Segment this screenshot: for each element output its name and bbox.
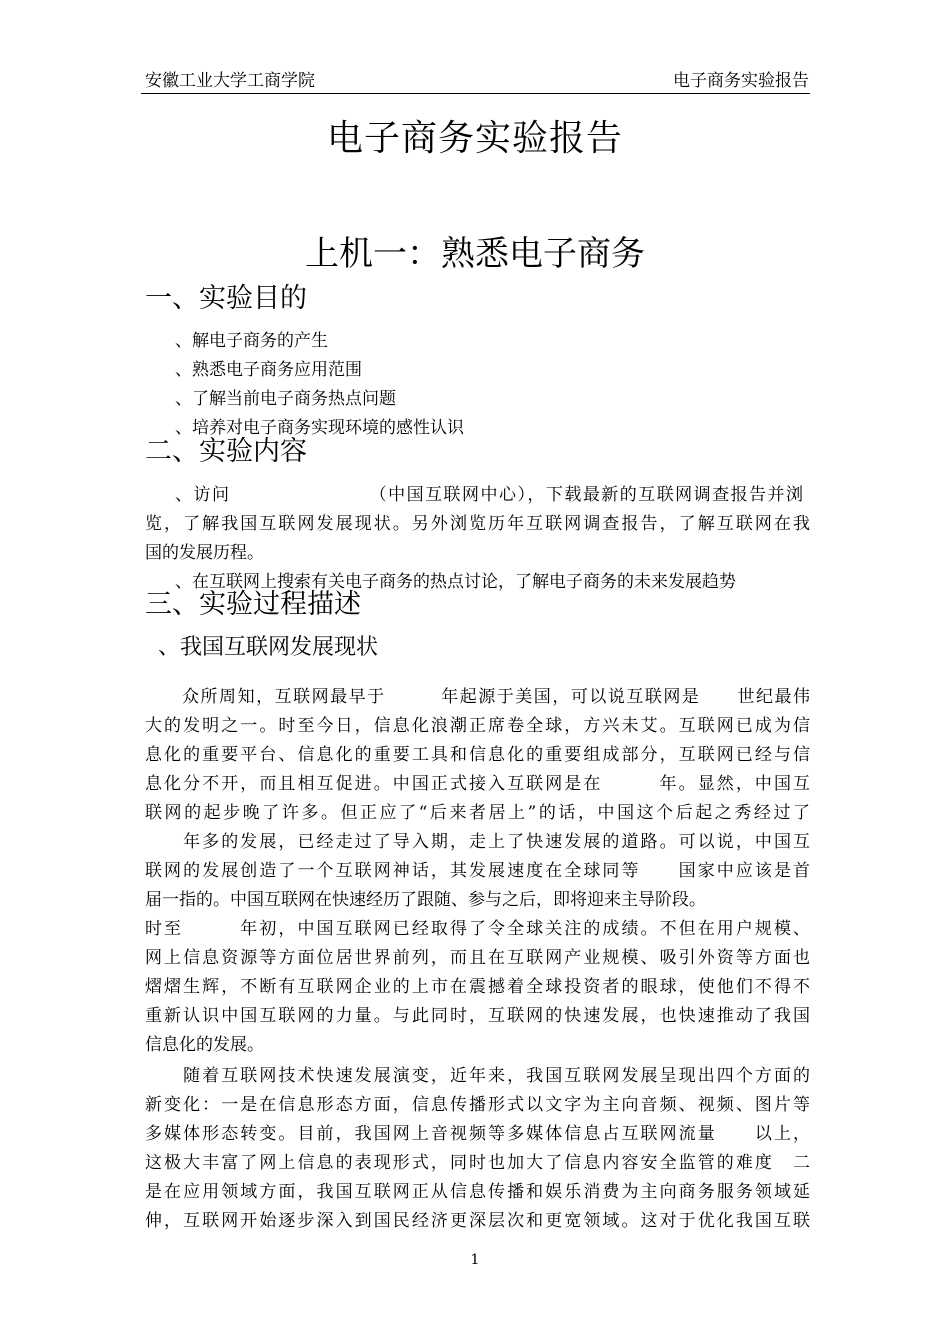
- paragraph-line: 联网的起步晚了许多。但正应了“后来者居上”的话，中国这个后起之秀经过了: [145, 803, 810, 823]
- paragraph-line: 息化的重要平台、信息化的重要工具和信息化的重要组成部分，互联网已经与信: [145, 745, 810, 765]
- paragraph-line: 届一指的。中国互联网在快速经历了跟随、参与之后，即将迎来主导阶段。: [145, 890, 706, 910]
- header-divider: [141, 93, 810, 94]
- section-heading-process: 三、实验过程描述: [145, 589, 361, 620]
- content-item-line: 国的发展历程。: [145, 543, 264, 563]
- paragraph-line: 息化分不开，而且相互促进。中国正式接入互联网是在 年。显然，中国互: [145, 774, 810, 794]
- document-subtitle: 上机一：熟悉电子商务: [305, 234, 645, 274]
- purpose-item: 、培养对电子商务实现环境的感性认识: [175, 418, 464, 438]
- paragraph-line: 这极大丰富了网上信息的表现形式，同时也加大了信息内容安全监管的难度 二: [145, 1153, 810, 1173]
- document-title: 电子商务实验报告: [326, 118, 623, 159]
- header-right: 电子商务实验报告: [673, 71, 809, 91]
- section-heading-purpose: 一、实验目的: [145, 283, 307, 314]
- paragraph-line: 是在应用领域方面，我国互联网正从信息传播和娱乐消费为主向商务服务领域延: [145, 1182, 810, 1202]
- paragraph-line: 随着互联网技术快速发展演变，近年来，我国互联网发展呈现出四个方面的: [145, 1066, 810, 1086]
- paragraph-line: 大的发明之一。时至今日，信息化浪潮正席卷全球，方兴未艾。互联网已成为信: [145, 716, 810, 736]
- section-heading-content: 二、实验内容: [145, 436, 307, 467]
- paragraph-line: 众所周知，互联网最早于 年起源于美国，可以说互联网是 世纪最伟: [145, 687, 810, 707]
- paragraph-line: 网上信息资源等方面位居世界前列，而且在互联网产业规模、吸引外资等方面也: [145, 948, 810, 968]
- paragraph-line: 多媒体形态转变。目前，我国网上音视频等多媒体信息占互联网流量 以上，: [145, 1124, 810, 1144]
- header-left: 安徽工业大学工商学院: [145, 71, 315, 91]
- subsection-heading: 、我国互联网发展现状: [158, 635, 379, 660]
- purpose-item: 、熟悉电子商务应用范围: [175, 360, 362, 380]
- paragraph-line: 联网的发展创造了一个互联网神话，其发展速度在全球同等 国家中应该是首: [145, 861, 810, 881]
- paragraph-line: 新变化：一是在信息形态方面，信息传播形式以文字为主向音频、视频、图片等: [145, 1095, 810, 1115]
- content-item: 、在互联网上搜索有关电子商务的热点讨论，了解电子商务的未来发展趋势: [175, 572, 736, 592]
- purpose-item: 、了解当前电子商务热点问题: [175, 389, 396, 409]
- content-item-line: 览，了解我国互联网发展现状。另外浏览历年互联网调查报告，了解互联网在我: [145, 514, 810, 534]
- paragraph-line: 重新认识中国互联网的力量。与此同时，互联网的快速发展，也快速推动了我国: [145, 1006, 810, 1026]
- paragraph-line: 时至 年初，中国互联网已经取得了令全球关注的成绩。不但在用户规模、: [145, 919, 810, 939]
- paragraph-line: 信息化的发展。: [145, 1035, 264, 1055]
- purpose-item: 、解电子商务的产生: [175, 331, 328, 351]
- page-number: 1: [470, 1252, 480, 1268]
- paragraph-line: 熠熠生辉，不断有互联网企业的上市在震撼着全球投资者的眼球，使他们不得不: [145, 977, 810, 997]
- paragraph-line: 年多的发展，已经走过了导入期，走上了快速发展的道路。可以说，中国互: [145, 832, 810, 852]
- paragraph-line: 伸，互联网开始逐步深入到国民经济更深层次和更宽领域。这对于优化我国互联: [145, 1211, 810, 1231]
- content-item-line: 、访问 （中国互联网中心），下载最新的互联网调查报告并浏: [175, 485, 803, 505]
